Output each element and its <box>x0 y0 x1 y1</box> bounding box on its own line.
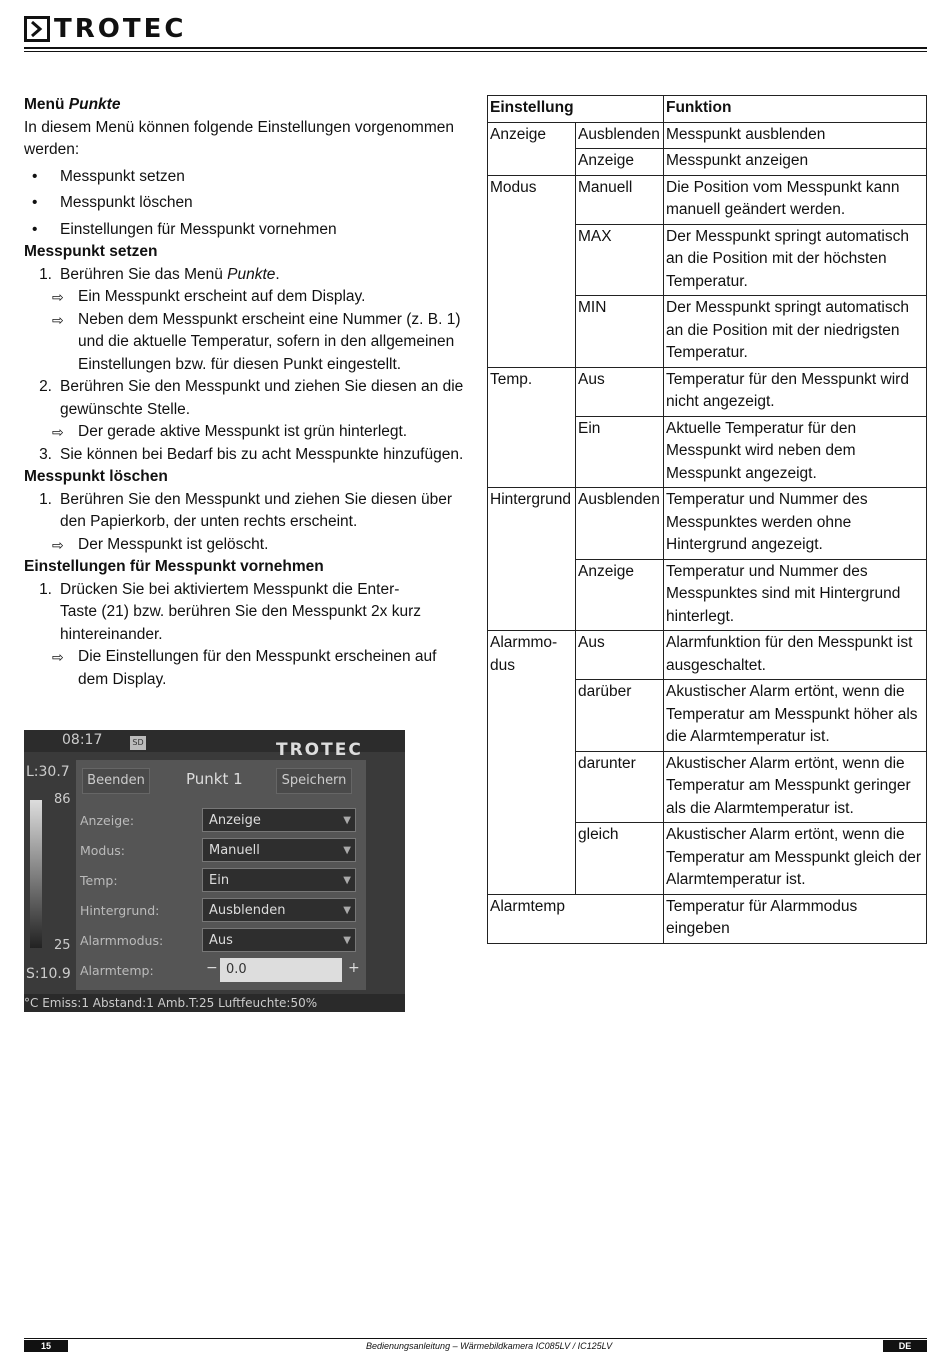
setting-cell: Hintergrund <box>488 488 576 560</box>
anzeige-select[interactable]: Anzeige ▼ <box>202 808 356 832</box>
left-column <box>24 94 464 691</box>
page-number: 15 <box>24 1340 68 1352</box>
step-item: 1. Berühren Sie den Messpunkt und ziehen Sie diesen über den Papierkorb, der unten rechts erscheint. <box>39 490 453 530</box>
intro-text: In diesem Menü können folgende Einstellungen vorgenommen werden: <box>24 118 454 158</box>
table-row: Alarmtemp Temperatur für Alarmmodus eingeben <box>488 894 927 943</box>
setting-cell <box>488 823 576 895</box>
function-cell: Aktuelle Temperatur für den Messpunkt wird neben dem Messpunkt angezeigt. <box>664 416 927 488</box>
logo-chevron-icon <box>24 16 50 42</box>
screen-status-bar: °C Emiss:1 Abstand:1 Amb.T:25 Luftfeuchte:50% <box>24 994 405 1012</box>
device-screenshot <box>24 730 405 1012</box>
option-cell: Ausblenden <box>576 122 664 149</box>
plus-icon[interactable]: + <box>348 960 360 976</box>
table-row <box>488 488 927 560</box>
minus-icon[interactable]: − <box>206 960 218 976</box>
save-button[interactable]: Speichern <box>276 768 352 794</box>
screen-s-value: S:10.9 <box>26 966 71 982</box>
setting-cell <box>488 751 576 823</box>
function-cell: Akustischer Alarm ertönt, wenn die Temperatur am Messpunkt höher als die Alarmtemperatur ist. <box>664 680 927 752</box>
screen-logo: TROTEC <box>276 740 363 760</box>
alarmtemp-input[interactable]: 0.0 <box>220 958 342 982</box>
arrow-icon: ⇨ <box>52 536 64 553</box>
setting-row-temp: Temp: Ein ▼ <box>80 868 360 894</box>
temp-select[interactable]: Ein ▼ <box>202 868 356 892</box>
table-row <box>488 367 927 416</box>
setting-row-anzeige: Anzeige: Anzeige ▼ <box>80 808 360 834</box>
function-cell: Die Position vom Messpunkt kann manuell geändert werden. <box>664 175 927 224</box>
hintergrund-select[interactable]: Ausblenden ▼ <box>202 898 356 922</box>
trotec-logo <box>24 16 186 42</box>
point-settings-dialog <box>76 760 366 990</box>
setting-cell: Modus <box>488 175 576 224</box>
setting-cell <box>488 149 576 176</box>
arrow-icon: ⇨ <box>52 289 64 305</box>
header-rule-thin <box>24 51 927 52</box>
scale-min: 25 <box>54 938 71 953</box>
option-cell: MAX <box>576 224 664 296</box>
function-cell: Alarmfunktion für den Messpunkt ist ausgeschaltet. <box>664 631 927 680</box>
setting-cell: Temp. <box>488 367 576 416</box>
function-cell: Temperatur und Nummer des Messpunktes sind mit Hintergrund hinterlegt. <box>664 559 927 631</box>
bullet-item: • Messpunkt setzen <box>32 167 185 185</box>
function-cell: Der Messpunkt springt automatisch an die Position mit der höchsten Temperatur. <box>664 224 927 296</box>
setting-cell <box>488 296 576 368</box>
chevron-down-icon: ▼ <box>343 845 351 856</box>
bullet-item: • Messpunkt löschen <box>32 194 193 211</box>
setting-row-hintergrund: Hintergrund: Ausblenden ▼ <box>80 898 360 924</box>
table-row <box>488 122 927 149</box>
logo-text: TROTEC <box>54 14 187 44</box>
chevron-down-icon: ▼ <box>343 935 351 946</box>
arrow-icon: ⇨ <box>52 311 64 328</box>
scale-max: 86 <box>54 792 71 807</box>
chevron-down-icon: ▼ <box>343 815 351 826</box>
exit-button[interactable]: Beenden <box>82 768 150 794</box>
table-row <box>488 631 927 680</box>
option-cell: MIN <box>576 296 664 368</box>
option-cell: Ein <box>576 416 664 488</box>
option-cell: Anzeige <box>576 149 664 176</box>
bullet-item: • Einstellungen für Messpunkt vornehmen <box>32 220 337 238</box>
option-cell: Manuell <box>576 175 664 224</box>
chevron-down-icon: ▼ <box>343 905 351 916</box>
section-title-menu: Menü Punkte <box>24 96 121 113</box>
setting-cell <box>488 559 576 631</box>
alarmmodus-select[interactable]: Aus ▼ <box>202 928 356 952</box>
footer-title: Bedienungsanleitung – Wärmebildkamera IC085LV / IC125LV <box>366 1341 613 1351</box>
arrow-icon: ⇨ <box>52 649 64 665</box>
table-row <box>488 296 927 368</box>
step-item: 1. Drücken Sie bei aktiviertem Messpunkt die Enter- <box>39 580 400 598</box>
option-cell: Aus <box>576 631 664 680</box>
result-item: ⇨ Neben dem Messpunkt erscheint eine Nummer (z. B. 1) und die aktuelle Temperatur, sofern in den allgemeinen Einstellungen bzw. für diesen Punkt eingestellt. <box>24 309 464 377</box>
function-cell: Der Messpunkt springt automatisch an die Position mit der niedrigsten Temperatur. <box>664 296 927 368</box>
table-row <box>488 559 927 631</box>
setting-cell: Anzeige <box>488 122 576 149</box>
chevron-down-icon: ▼ <box>343 875 351 886</box>
option-cell: Ausblenden <box>576 488 664 560</box>
function-cell: Akustischer Alarm ertönt, wenn die Temperatur am Messpunkt geringer als die Alarmtemperatur ist. <box>664 751 927 823</box>
step-item: 1. Berühren Sie das Menü Punkte. <box>39 265 280 283</box>
setting-row-alarmtemp: Alarmtemp: − 0.0 + <box>80 958 360 984</box>
setting-row-modus: Modus: Manuell ▼ <box>80 838 360 864</box>
setting-cell <box>488 224 576 296</box>
color-scale-bar <box>30 800 42 948</box>
function-cell: Temperatur für den Messpunkt wird nicht angezeigt. <box>664 367 927 416</box>
function-cell: Messpunkt ausblenden <box>664 122 927 149</box>
table-header-row: Einstellung Funktion <box>488 96 927 123</box>
language-badge: DE <box>883 1340 927 1352</box>
step-item: 2. Berühren Sie den Messpunkt und ziehen Sie diesen an die gewünschte Stelle. <box>39 378 464 418</box>
table-row <box>488 224 927 296</box>
setting-row-alarmmodus: Alarmmodus: Aus ▼ <box>80 928 360 954</box>
table-row <box>488 751 927 823</box>
result-item: ⇨ Die Einstellungen für den Messpunkt erscheinen auf dem Display. <box>24 646 464 691</box>
table-row <box>488 680 927 752</box>
dialog-title: Punkt 1 <box>186 770 243 788</box>
page-footer <box>24 1338 927 1352</box>
table-row <box>488 416 927 488</box>
table-row <box>488 823 927 895</box>
section-title-set: Messpunkt setzen <box>24 243 158 260</box>
option-cell: darunter <box>576 751 664 823</box>
setting-cell <box>488 680 576 752</box>
header-rule <box>24 47 927 49</box>
arrow-icon: ⇨ <box>52 424 64 440</box>
page-header <box>24 14 927 54</box>
result-item: ⇨ Der gerade aktive Messpunkt ist grün hinterlegt. <box>24 421 464 444</box>
step-item: 3. Sie können bei Bedarf bis zu acht Messpunkte hinzufügen. <box>39 445 464 463</box>
function-cell: Akustischer Alarm ertönt, wenn die Temperatur am Messpunkt gleich der Alarmtemperatur ist. <box>664 823 927 895</box>
sd-card-icon: SD <box>130 736 146 750</box>
setting-cell <box>488 416 576 488</box>
table-row <box>488 149 927 176</box>
result-item: ⇨ Der Messpunkt ist gelöscht. <box>24 534 464 557</box>
step-continuation: Taste (21) bzw. berühren Sie den Messpunkt 2x kurz hintereinander. <box>60 603 421 643</box>
setting-cell: Alarmmo-dus <box>488 631 576 680</box>
screen-l-value: L:30.7 <box>26 764 70 780</box>
table-row <box>488 175 927 224</box>
option-cell: Aus <box>576 367 664 416</box>
modus-select[interactable]: Manuell ▼ <box>202 838 356 862</box>
result-item: ⇨ Ein Messpunkt erscheint auf dem Display. <box>24 286 464 309</box>
option-cell: Anzeige <box>576 559 664 631</box>
screen-time: 08:17 <box>62 732 103 748</box>
section-title-delete: Messpunkt löschen <box>24 468 168 485</box>
section-title-settings: Einstellungen für Messpunkt vornehmen <box>24 558 324 575</box>
option-cell: darüber <box>576 680 664 752</box>
option-cell: gleich <box>576 823 664 895</box>
settings-table <box>487 95 927 944</box>
function-cell: Temperatur und Nummer des Messpunktes werden ohne Hintergrund angezeigt. <box>664 488 927 560</box>
function-cell: Messpunkt anzeigen <box>664 149 927 176</box>
footer-rule <box>24 1338 927 1339</box>
